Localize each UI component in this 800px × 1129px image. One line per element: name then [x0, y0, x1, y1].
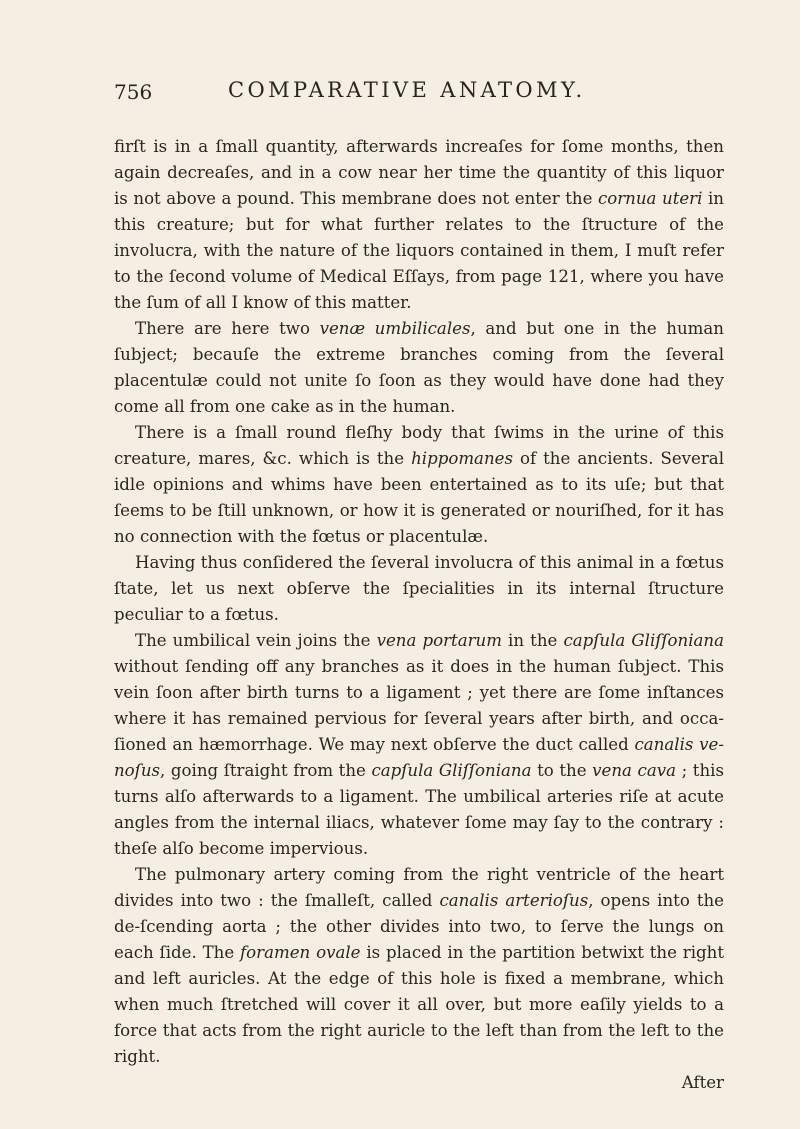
- page-header: [114, 78, 724, 108]
- catchword: After: [681, 1073, 724, 1092]
- paragraph-1: firſt is in a ſmall quantity, afterwards increaſes for ſome months, then again decreaſes, and in a cow near her time the quantity of this liquor is not above a pound. This membrane does not enter the cornua uteri in this creature; but for what further relates to the ſtructure of the involucra, with the nature of the liquors contained in them, I muſt refer to the ſecond volume of Medical Eſſays, from page 121, where you have the ſum of all I know of this matter.: [114, 137, 724, 312]
- paragraph-2: There are here two venæ umbilicales, and but one in the human ſubject; becauſe the extreme branches coming from the ſeveral placentulæ could not unite ſo ſoon as they would have done had they come all from one cake as in the human.: [114, 319, 724, 416]
- running-head: COMPARATIVE ANATOMY.: [228, 78, 586, 102]
- paragraph-3: There is a ſmall round fleſhy body that ſwims in the urine of this creature, mares, &c. which is the hippomanes of the ancients. Several idle opinions and whims have been entertained as to its uſe; but that ſeems to be ſtill unknown, or how it is generated or nouriſhed, for it has no connection with the fœtus or placentulæ.: [114, 423, 725, 546]
- page-number: 756: [114, 80, 153, 104]
- paragraph-5: The umbilical vein joins the vena portarum in the capſula Gliſſoniana without ſending off any branches as it does in the human ſubject. This vein ſoon after birth turns to a ligament ; yet there are ſome inſtances where it has remained pervious for ſeveral years after birth, and occa-ſioned an hæmorrhage. We may next obſerve the duct called canalis ve-noſus, going ſtraight from the capſula Gliſſoniana to the vena cava ; this turns alſo afterwards to a ligament. The umbilical arteries riſe at acute angles from the internal iliacs, whatever ſome may ſay to the contrary : theſe alſo become impervious.: [114, 631, 724, 858]
- body-text: [114, 134, 724, 1096]
- paragraph-4: Having thus conſidered the ſeveral involucra of this animal in a fœtus ſtate, let us next obſerve the ſpecialities in its internal ſtructure peculiar to a fœtus.: [114, 553, 724, 624]
- paragraph-6: The pulmonary artery coming from the right ventricle of the heart divides into two : the ſmalleſt, called canalis arterioſus, opens into the de-ſcending aorta ; the other divides into two, to ſerve the lungs on each ſide. The foramen ovale is placed in the partition betwixt the right and left auricles. At the edge of this hole is fixed a membrane, which when much ſtretched will cover it all over, but more eaſily yields to a force that acts from the right auricle to the left than from the left to the right.: [114, 865, 724, 1066]
